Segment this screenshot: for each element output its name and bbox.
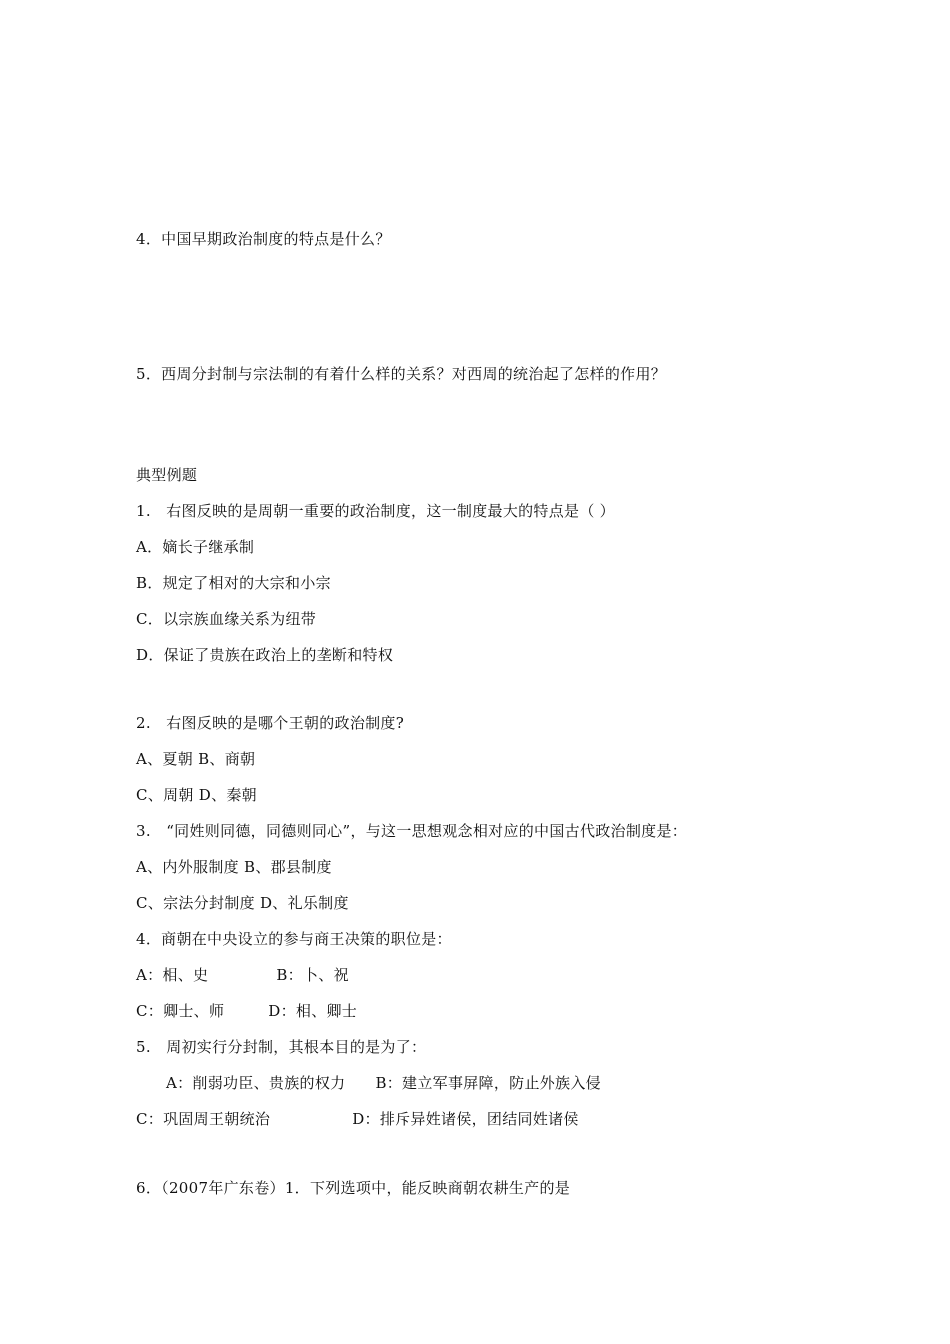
example-6-stem: 6．（2007年广东卷）1．下列选项中，能反映商朝农耕生产的是 [136,1179,571,1197]
example-5-option-a: A：削弱功臣、贵族的权力 [166,1074,346,1092]
example-2-options-ab: A、夏朝 B、商朝 [136,750,256,768]
section-title: 典型例题 [136,466,198,484]
example-4-options-ab [136,965,349,985]
example-2-stem: 2. 右图反映的是哪个王朝的政治制度? [136,714,405,732]
example-3-options-cd: C、宗法分封制度 D、礼乐制度 [136,894,349,912]
example-4-option-b: B：卜、祝 [276,966,349,984]
example-5-option-b: B：建立军事屏障，防止外族入侵 [375,1074,601,1092]
example-4-options-cd [136,1001,357,1021]
example-4-option-d: D：相、卿士 [268,1002,358,1020]
example-5-stem: 5. 周初实行分封制，其根本目的是为了： [136,1038,427,1056]
example-1-option-d: D．保证了贵族在政治上的垄断和特权 [136,646,394,664]
example-4-option-a: A：相、史 [136,966,209,984]
example-1-option-a: A．嫡长子继承制 [136,538,255,556]
example-5-option-c: C：巩固周王朝统治 [136,1110,271,1128]
example-5-option-d: D：排斥异姓诸侯，团结同姓诸侯 [352,1110,579,1128]
example-5-options-ab [166,1073,601,1093]
example-3-stem: 3. “同姓则同德，同德则同心”，与这一思想观念相对应的中国古代政治制度是： [136,822,688,840]
question-5: 5．西周分封制与宗法制的有着什么样的关系？对西周的统治起了怎样的作用？ [136,365,667,383]
example-3-options-ab: A、内外服制度 B、郡县制度 [136,858,332,876]
question-4: 4．中国早期政治制度的特点是什么？ [136,230,391,248]
example-5-options-cd [136,1109,579,1129]
example-4-option-c: C：卿士、师 [136,1002,225,1020]
example-1-stem: 1. 右图反映的是周朝一重要的政治制度，这一制度最大的特点是（ ） [136,502,615,520]
example-1-option-b: B．规定了相对的大宗和小宗 [136,574,331,592]
example-2-options-cd: C、周朝 D、秦朝 [136,786,257,804]
example-1-option-c: C．以宗族血缘关系为纽带 [136,610,317,628]
example-4-stem: 4．商朝在中央设立的参与商王决策的职位是： [136,930,452,948]
